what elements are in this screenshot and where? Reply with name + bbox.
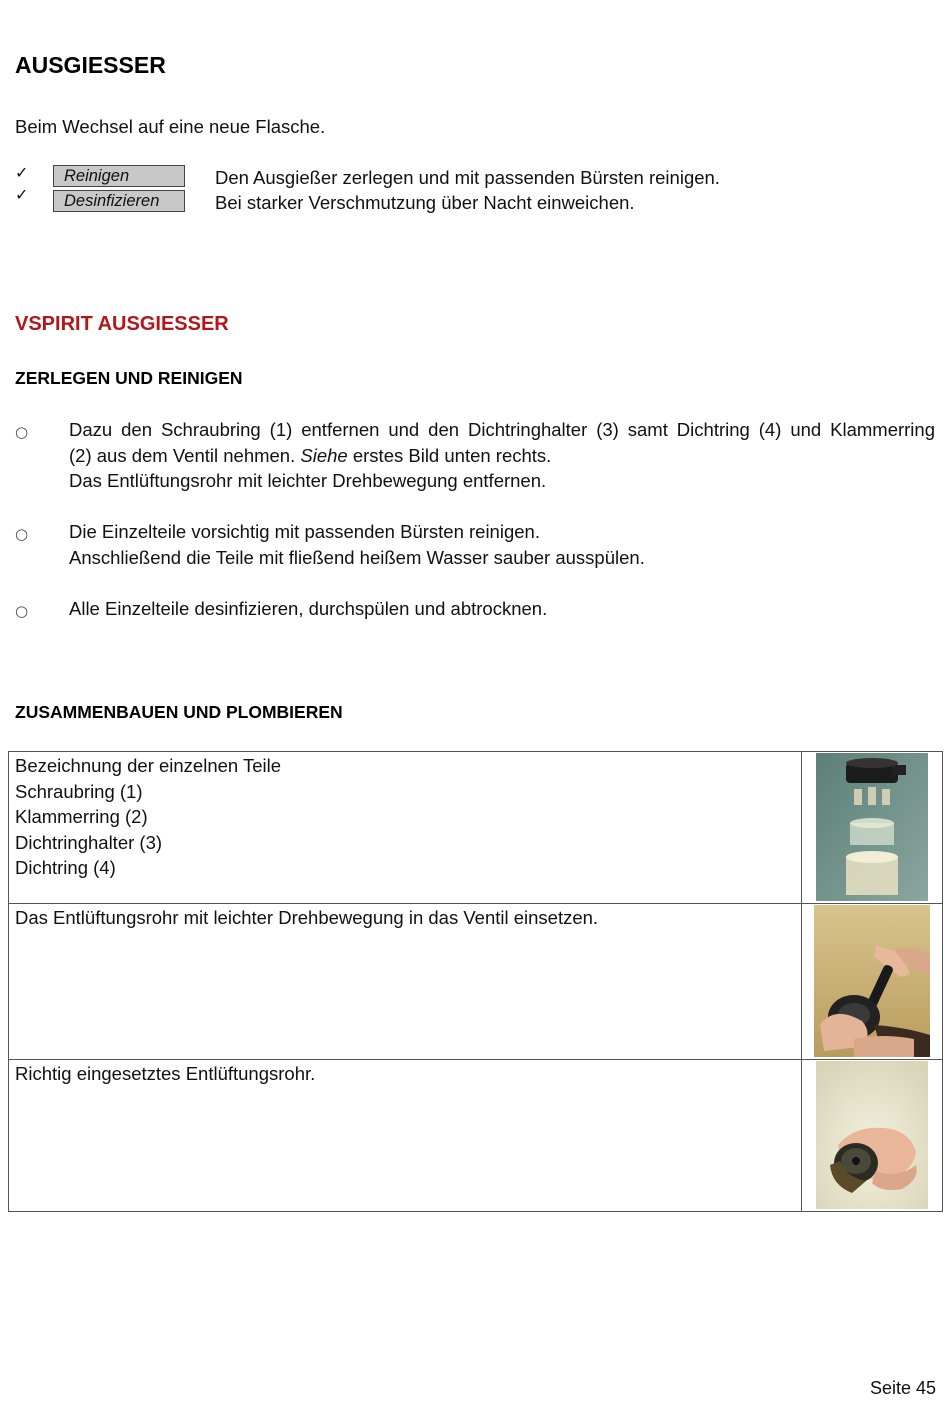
step-text-part: (2) aus dem Ventil nehmen.: [69, 445, 301, 466]
part-name: Dichtring (4): [15, 857, 116, 878]
inserting-vent-tube-photo: [814, 905, 930, 1057]
bullet-icon: ○: [15, 525, 29, 543]
instruction-text: Richtig eingesetztes Entlüftungsrohr.: [15, 1063, 316, 1084]
disassembled-spout-parts-photo: [816, 753, 928, 901]
step-text-italic: Siehe: [300, 445, 348, 466]
inserted-vent-tube-photo: [816, 1061, 928, 1209]
section-title: VSPIRIT AUSGIESSER: [15, 313, 229, 335]
checkmark-icon: ✓: [15, 185, 29, 204]
checklist-text: Bei starker Verschmutzung über Nacht einweichen.: [215, 192, 635, 213]
step-text: Anschließend die Teile mit fließend heißem Wasser sauber ausspülen.: [69, 547, 645, 568]
step-text: Die Einzelteile vorsichtig mit passenden Bürsten reinigen.: [69, 521, 540, 542]
table-cell-text: [9, 904, 802, 1060]
checkmark-icon: ✓: [15, 163, 29, 182]
step-text: Das Entlüftungsrohr mit leichter Drehbewegung entfernen.: [69, 470, 547, 491]
parts-table: [8, 751, 943, 1212]
table-cell-text: [9, 1060, 802, 1212]
part-name: Dichtringhalter (3): [15, 831, 163, 853]
step-text-part: erstes Bild unten rechts.: [347, 445, 552, 466]
tag-reinigen: Reinigen: [53, 165, 185, 187]
part-name: Schraubring (1): [15, 780, 143, 802]
instruction-text: Das Entlüftungsrohr mit leichter Drehbewegung in das Ventil einsetzen.: [15, 907, 599, 928]
parts-heading: Bezeichnung der einzelnen Teile: [15, 755, 282, 776]
table-row: [9, 1060, 943, 1212]
step-text: [69, 443, 551, 469]
subsection-title: ZERLEGEN UND REINIGEN: [15, 368, 243, 388]
bullet-icon: ○: [15, 423, 29, 441]
table-row: [9, 752, 943, 904]
step-text: Alle Einzelteile desinfizieren, durchspülen und abtrocknen.: [69, 598, 548, 619]
table-cell-text: [9, 752, 802, 904]
table-cell-image: [802, 1060, 943, 1212]
bullet-icon: ○: [15, 602, 29, 620]
table-cell-image: [802, 904, 943, 1060]
subsection-title: ZUSAMMENBAUEN UND PLOMBIEREN: [15, 702, 343, 722]
tag-desinfizieren: Desinfizieren: [53, 190, 185, 212]
table-row: [9, 904, 943, 1060]
checklist-text: Den Ausgießer zerlegen und mit passenden Bürsten reinigen.: [215, 167, 720, 188]
table-cell-image: [802, 752, 943, 904]
intro-text: Beim Wechsel auf eine neue Flasche.: [15, 116, 326, 137]
step-text: Dazu den Schraubring (1) entfernen und den Dichtringhalter (3) samt Dichtring (4) und Klammerring: [69, 419, 935, 440]
page-number: Seite 45: [869, 1378, 936, 1398]
page-title: AUSGIESSER: [15, 52, 166, 78]
part-name: Klammerring (2): [15, 806, 148, 827]
